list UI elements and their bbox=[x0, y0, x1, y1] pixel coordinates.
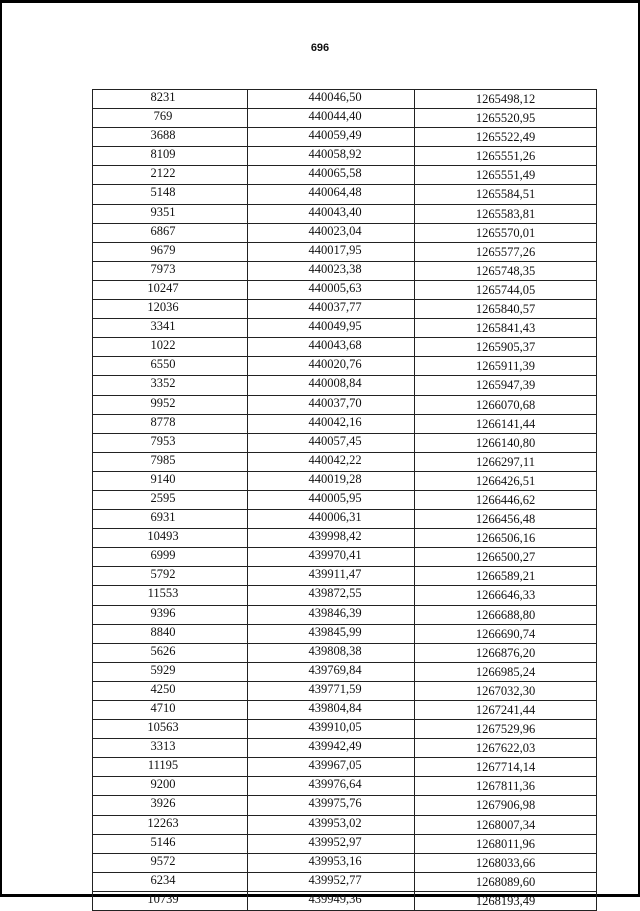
table-row bbox=[93, 567, 597, 586]
y-coordinate-cell: 1265911,39 bbox=[415, 357, 597, 376]
table-row bbox=[93, 510, 597, 529]
x-coordinate-cell: 440005,63 bbox=[248, 280, 415, 299]
x-coordinate-cell: 440042,16 bbox=[248, 414, 415, 433]
table-row bbox=[93, 490, 597, 509]
page-border-left bbox=[0, 0, 2, 897]
y-coordinate-cell: 1265744,05 bbox=[415, 280, 597, 299]
y-coordinate-cell: 1266646,33 bbox=[415, 586, 597, 605]
point-number-cell: 6931 bbox=[93, 510, 248, 529]
x-coordinate-cell: 440043,68 bbox=[248, 338, 415, 357]
table-row bbox=[93, 300, 597, 319]
point-number-cell: 5626 bbox=[93, 643, 248, 662]
x-coordinate-cell: 439942,49 bbox=[248, 739, 415, 758]
y-coordinate-cell: 1265520,95 bbox=[415, 109, 597, 128]
table-row bbox=[93, 529, 597, 548]
table-row bbox=[93, 147, 597, 166]
y-coordinate-cell: 1265840,57 bbox=[415, 300, 597, 319]
point-number-cell: 3313 bbox=[93, 739, 248, 758]
point-number-cell: 7985 bbox=[93, 452, 248, 471]
table-row bbox=[93, 433, 597, 452]
point-number-cell: 6550 bbox=[93, 357, 248, 376]
x-coordinate-cell: 440019,28 bbox=[248, 471, 415, 490]
table-row bbox=[93, 662, 597, 681]
y-coordinate-cell: 1266688,80 bbox=[415, 605, 597, 624]
x-coordinate-cell: 440044,40 bbox=[248, 109, 415, 128]
y-coordinate-cell: 1268011,96 bbox=[415, 834, 597, 853]
table-row bbox=[93, 605, 597, 624]
point-number-cell: 9952 bbox=[93, 395, 248, 414]
coordinates-table-container bbox=[92, 89, 596, 911]
y-coordinate-cell: 1266506,16 bbox=[415, 529, 597, 548]
x-coordinate-cell: 440023,04 bbox=[248, 223, 415, 242]
y-coordinate-cell: 1265551,49 bbox=[415, 166, 597, 185]
x-coordinate-cell: 439953,02 bbox=[248, 815, 415, 834]
point-number-cell: 3926 bbox=[93, 796, 248, 815]
point-number-cell: 3341 bbox=[93, 319, 248, 338]
table-row bbox=[93, 720, 597, 739]
x-coordinate-cell: 440058,92 bbox=[248, 147, 415, 166]
y-coordinate-cell: 1265522,49 bbox=[415, 128, 597, 147]
y-coordinate-cell: 1266690,74 bbox=[415, 624, 597, 643]
x-coordinate-cell: 440006,31 bbox=[248, 510, 415, 529]
y-coordinate-cell: 1267906,98 bbox=[415, 796, 597, 815]
point-number-cell: 11553 bbox=[93, 586, 248, 605]
point-number-cell: 9200 bbox=[93, 777, 248, 796]
x-coordinate-cell: 439846,39 bbox=[248, 605, 415, 624]
y-coordinate-cell: 1266446,62 bbox=[415, 490, 597, 509]
y-coordinate-cell: 1266589,21 bbox=[415, 567, 597, 586]
point-number-cell: 5148 bbox=[93, 185, 248, 204]
table-row bbox=[93, 853, 597, 872]
x-coordinate-cell: 439949,36 bbox=[248, 891, 415, 910]
table-row bbox=[93, 739, 597, 758]
table-row bbox=[93, 414, 597, 433]
x-coordinate-cell: 440008,84 bbox=[248, 376, 415, 395]
y-coordinate-cell: 1265577,26 bbox=[415, 242, 597, 261]
y-coordinate-cell: 1265947,39 bbox=[415, 376, 597, 395]
y-coordinate-cell: 1265905,37 bbox=[415, 338, 597, 357]
table-row bbox=[93, 643, 597, 662]
table-row bbox=[93, 796, 597, 815]
x-coordinate-cell: 440023,38 bbox=[248, 261, 415, 280]
table-row bbox=[93, 261, 597, 280]
x-coordinate-cell: 440043,40 bbox=[248, 204, 415, 223]
x-coordinate-cell: 440042,22 bbox=[248, 452, 415, 471]
table-row bbox=[93, 319, 597, 338]
y-coordinate-cell: 1265551,26 bbox=[415, 147, 597, 166]
x-coordinate-cell: 439911,47 bbox=[248, 567, 415, 586]
table-row bbox=[93, 452, 597, 471]
x-coordinate-cell: 440059,49 bbox=[248, 128, 415, 147]
y-coordinate-cell: 1265570,01 bbox=[415, 223, 597, 242]
table-row bbox=[93, 681, 597, 700]
point-number-cell: 6867 bbox=[93, 223, 248, 242]
table-row bbox=[93, 758, 597, 777]
point-number-cell: 4250 bbox=[93, 681, 248, 700]
point-number-cell: 8231 bbox=[93, 90, 248, 109]
table-row bbox=[93, 376, 597, 395]
x-coordinate-cell: 440064,48 bbox=[248, 185, 415, 204]
y-coordinate-cell: 1266456,48 bbox=[415, 510, 597, 529]
point-number-cell: 5146 bbox=[93, 834, 248, 853]
point-number-cell: 6999 bbox=[93, 548, 248, 567]
table-row bbox=[93, 90, 597, 109]
y-coordinate-cell: 1266985,24 bbox=[415, 662, 597, 681]
point-number-cell: 7973 bbox=[93, 261, 248, 280]
point-number-cell: 7953 bbox=[93, 433, 248, 452]
y-coordinate-cell: 1266500,27 bbox=[415, 548, 597, 567]
point-number-cell: 9679 bbox=[93, 242, 248, 261]
y-coordinate-cell: 1266140,80 bbox=[415, 433, 597, 452]
table-row bbox=[93, 815, 597, 834]
x-coordinate-cell: 440046,50 bbox=[248, 90, 415, 109]
table-row bbox=[93, 624, 597, 643]
x-coordinate-cell: 439953,16 bbox=[248, 853, 415, 872]
y-coordinate-cell: 1268089,60 bbox=[415, 872, 597, 891]
table-row bbox=[93, 834, 597, 853]
table-row bbox=[93, 185, 597, 204]
table-row bbox=[93, 777, 597, 796]
x-coordinate-cell: 439952,97 bbox=[248, 834, 415, 853]
point-number-cell: 10247 bbox=[93, 280, 248, 299]
y-coordinate-cell: 1265498,12 bbox=[415, 90, 597, 109]
table-row bbox=[93, 701, 597, 720]
table-row bbox=[93, 223, 597, 242]
y-coordinate-cell: 1265584,51 bbox=[415, 185, 597, 204]
x-coordinate-cell: 439872,55 bbox=[248, 586, 415, 605]
y-coordinate-cell: 1267622,03 bbox=[415, 739, 597, 758]
y-coordinate-cell: 1268193,49 bbox=[415, 891, 597, 910]
y-coordinate-cell: 1267032,30 bbox=[415, 681, 597, 700]
x-coordinate-cell: 439976,64 bbox=[248, 777, 415, 796]
point-number-cell: 10739 bbox=[93, 891, 248, 910]
table-row bbox=[93, 166, 597, 185]
y-coordinate-cell: 1267241,44 bbox=[415, 701, 597, 720]
page-border-top bbox=[0, 0, 640, 3]
point-number-cell: 2122 bbox=[93, 166, 248, 185]
x-coordinate-cell: 439910,05 bbox=[248, 720, 415, 739]
y-coordinate-cell: 1266070,68 bbox=[415, 395, 597, 414]
x-coordinate-cell: 439771,59 bbox=[248, 681, 415, 700]
table-body bbox=[93, 90, 597, 911]
x-coordinate-cell: 440005,95 bbox=[248, 490, 415, 509]
x-coordinate-cell: 439952,77 bbox=[248, 872, 415, 891]
point-number-cell: 769 bbox=[93, 109, 248, 128]
point-number-cell: 3352 bbox=[93, 376, 248, 395]
point-number-cell: 5929 bbox=[93, 662, 248, 681]
x-coordinate-cell: 440049,95 bbox=[248, 319, 415, 338]
point-number-cell: 9140 bbox=[93, 471, 248, 490]
point-number-cell: 10563 bbox=[93, 720, 248, 739]
table-row bbox=[93, 395, 597, 414]
point-number-cell: 11195 bbox=[93, 758, 248, 777]
x-coordinate-cell: 439808,38 bbox=[248, 643, 415, 662]
point-number-cell: 2595 bbox=[93, 490, 248, 509]
table-row bbox=[93, 872, 597, 891]
y-coordinate-cell: 1267714,14 bbox=[415, 758, 597, 777]
y-coordinate-cell: 1266426,51 bbox=[415, 471, 597, 490]
x-coordinate-cell: 439769,84 bbox=[248, 662, 415, 681]
table-row bbox=[93, 128, 597, 147]
point-number-cell: 9396 bbox=[93, 605, 248, 624]
table-row bbox=[93, 109, 597, 128]
y-coordinate-cell: 1266876,20 bbox=[415, 643, 597, 662]
table-row bbox=[93, 891, 597, 910]
point-number-cell: 4710 bbox=[93, 701, 248, 720]
point-number-cell: 9351 bbox=[93, 204, 248, 223]
x-coordinate-cell: 439845,99 bbox=[248, 624, 415, 643]
x-coordinate-cell: 440065,58 bbox=[248, 166, 415, 185]
x-coordinate-cell: 440037,77 bbox=[248, 300, 415, 319]
table-row bbox=[93, 471, 597, 490]
point-number-cell: 5792 bbox=[93, 567, 248, 586]
x-coordinate-cell: 440057,45 bbox=[248, 433, 415, 452]
y-coordinate-cell: 1268007,34 bbox=[415, 815, 597, 834]
x-coordinate-cell: 439967,05 bbox=[248, 758, 415, 777]
x-coordinate-cell: 440017,95 bbox=[248, 242, 415, 261]
point-number-cell: 8109 bbox=[93, 147, 248, 166]
point-number-cell: 10493 bbox=[93, 529, 248, 548]
table-row bbox=[93, 242, 597, 261]
table-row bbox=[93, 548, 597, 567]
x-coordinate-cell: 440020,76 bbox=[248, 357, 415, 376]
y-coordinate-cell: 1265583,81 bbox=[415, 204, 597, 223]
table-row bbox=[93, 338, 597, 357]
y-coordinate-cell: 1267811,36 bbox=[415, 777, 597, 796]
y-coordinate-cell: 1265748,35 bbox=[415, 261, 597, 280]
x-coordinate-cell: 439804,84 bbox=[248, 701, 415, 720]
coordinates-table bbox=[92, 89, 597, 911]
table-row bbox=[93, 586, 597, 605]
x-coordinate-cell: 439998,42 bbox=[248, 529, 415, 548]
point-number-cell: 6234 bbox=[93, 872, 248, 891]
x-coordinate-cell: 440037,70 bbox=[248, 395, 415, 414]
table-row bbox=[93, 280, 597, 299]
page-number: 696 bbox=[310, 42, 330, 54]
point-number-cell: 12036 bbox=[93, 300, 248, 319]
point-number-cell: 3688 bbox=[93, 128, 248, 147]
y-coordinate-cell: 1266297,11 bbox=[415, 452, 597, 471]
y-coordinate-cell: 1265841,43 bbox=[415, 319, 597, 338]
table-row bbox=[93, 357, 597, 376]
point-number-cell: 9572 bbox=[93, 853, 248, 872]
point-number-cell: 8778 bbox=[93, 414, 248, 433]
y-coordinate-cell: 1268033,66 bbox=[415, 853, 597, 872]
x-coordinate-cell: 439975,76 bbox=[248, 796, 415, 815]
point-number-cell: 12263 bbox=[93, 815, 248, 834]
y-coordinate-cell: 1267529,96 bbox=[415, 720, 597, 739]
y-coordinate-cell: 1266141,44 bbox=[415, 414, 597, 433]
point-number-cell: 1022 bbox=[93, 338, 248, 357]
point-number-cell: 8840 bbox=[93, 624, 248, 643]
x-coordinate-cell: 439970,41 bbox=[248, 548, 415, 567]
table-row bbox=[93, 204, 597, 223]
